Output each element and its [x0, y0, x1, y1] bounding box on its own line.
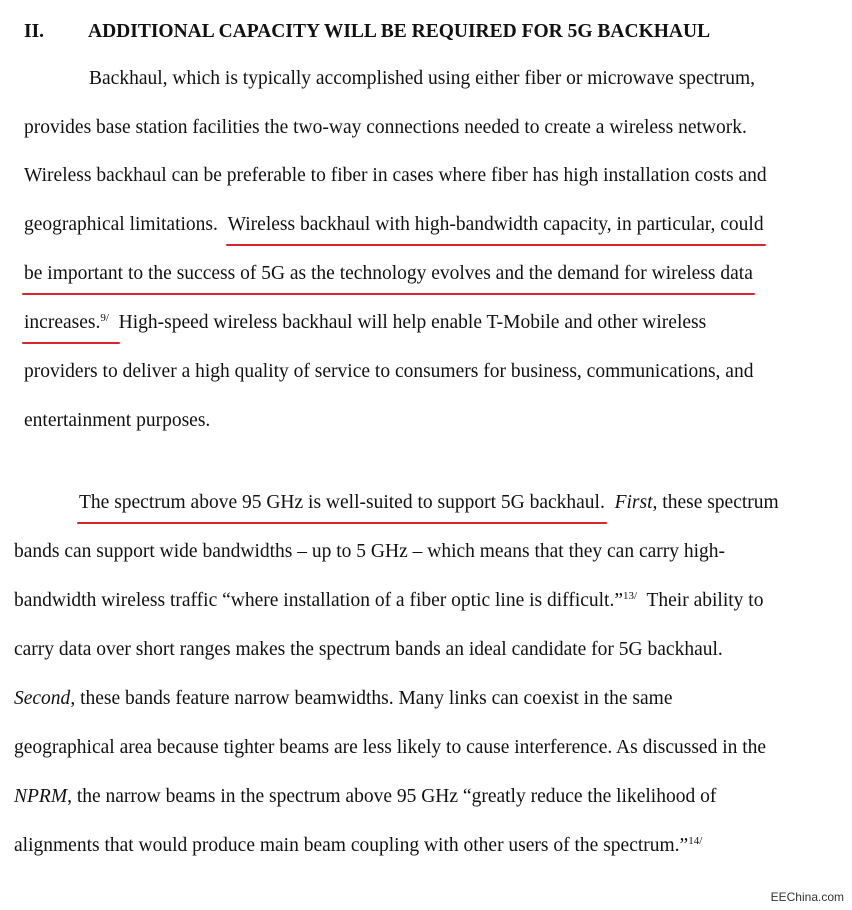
emphasis-first: First	[614, 492, 653, 513]
p2-line-8-text: alignments that would produce main beam coupling with other users of the spectrum.”	[14, 835, 689, 856]
p1-line-6-text: High-speed wireless backhaul will help enable T-Mobile and other wireless	[118, 312, 707, 333]
p1-line-1: Backhaul, which is typically accomplished using either fiber or microwave spectrum,	[89, 68, 756, 89]
highlight-underline: be important to the success of 5G as the technology evolves and the demand for wireless data	[24, 263, 753, 284]
p2-line-3-text: bandwidth wireless traffic “where installation of a fiber optic line is difficult.”	[14, 590, 624, 611]
watermark: EEChina.com	[770, 890, 844, 904]
section-title: ADDITIONAL CAPACITY WILL BE REQUIRED FOR 5G BACKHAUL	[88, 21, 711, 42]
section-number: II.	[24, 21, 45, 42]
p2-line-6: geographical area because tighter beams are less likely to cause interference. As discussed in the	[14, 737, 767, 758]
p2-line-5-text: , these bands feature narrow beamwidths. Many links can coexist in the same	[70, 688, 673, 709]
p2-line-1-text: , these spectrum	[652, 492, 779, 513]
p1-line-4-text: geographical limitations.	[24, 214, 218, 235]
p2-line-1	[79, 491, 779, 515]
footnote-ref: 14/	[688, 835, 703, 847]
p2-line-3	[14, 589, 763, 613]
p2-line-5	[14, 687, 672, 711]
p1-line-2: provides base station facilities the two-way connections needed to create a wireless network.	[24, 117, 747, 138]
p2-line-4: carry data over short ranges makes the spectrum bands an ideal candidate for 5G backhaul.	[14, 639, 723, 660]
emphasis-second: Second	[14, 688, 71, 709]
p2-line-7-text: , the narrow beams in the spectrum above 95 GHz “greatly reduce the likelihood of	[67, 786, 717, 807]
p1-line-3: Wireless backhaul can be preferable to fiber in cases where fiber has high installation costs and	[24, 165, 767, 186]
p1-line-6	[24, 311, 706, 335]
highlight-underline: The spectrum above 95 GHz is well-suited to support 5G backhaul.	[79, 492, 605, 513]
p1-line-8: entertainment purposes.	[24, 410, 211, 431]
p1-line-5	[24, 262, 753, 286]
p2-line-3-text-b: Their ability to	[646, 590, 764, 611]
p1-line-4	[24, 213, 764, 237]
highlight-underline: increases.	[24, 312, 101, 333]
p2-line-2: bands can support wide bandwidths – up to 5 GHz – which means that they can carry high-	[14, 541, 726, 562]
footnote-ref: 9/	[100, 312, 109, 324]
emphasis-nprm: NPRM	[14, 786, 68, 807]
footnote-ref: 13/	[623, 590, 638, 602]
p1-line-7: providers to deliver a high quality of service to consumers for business, communications, and	[24, 361, 754, 382]
highlight-underline: Wireless backhaul with high-bandwidth capacity, in particular, could	[227, 214, 764, 235]
p2-line-8	[14, 834, 702, 858]
p2-line-7	[14, 785, 716, 809]
section-heading	[24, 20, 711, 44]
